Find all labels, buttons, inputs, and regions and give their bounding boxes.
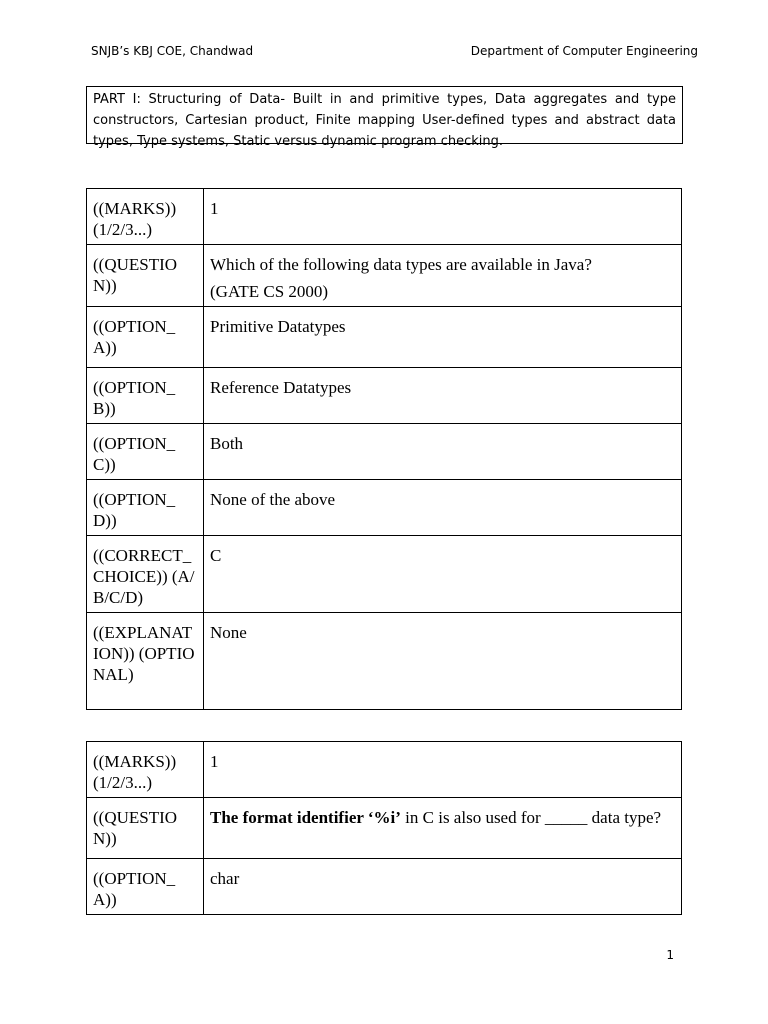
option-a-label: ((OPTION_A)) [87, 307, 204, 368]
table-row [87, 480, 682, 536]
question-text: Which of the following data types are available in Java? [210, 255, 592, 274]
option-c-label: ((OPTION_C)) [87, 424, 204, 480]
part-description [86, 86, 683, 149]
option-b-value: Reference Datatypes [204, 368, 682, 424]
table-row [87, 613, 682, 710]
option-d-value: None of the above [204, 480, 682, 536]
option-b-label: ((OPTION_B)) [87, 368, 204, 424]
part-prefix: PART I: [93, 92, 141, 107]
table-row [87, 859, 682, 915]
option-a-value: Primitive Datatypes [204, 307, 682, 368]
marks-value: 1 [204, 189, 682, 245]
table-row [87, 742, 682, 798]
explanation-value: None [204, 613, 682, 710]
question-label: ((QUESTION)) [87, 245, 204, 307]
question-label: ((QUESTION)) [87, 798, 204, 859]
table-row [87, 189, 682, 245]
option-d-label: ((OPTION_D)) [87, 480, 204, 536]
marks-label: ((MARKS)) (1/2/3...) [87, 189, 204, 245]
question-text: in C is also used for _____ data type? [400, 808, 662, 827]
table-row [87, 536, 682, 613]
option-a-label: ((OPTION_A)) [87, 859, 204, 915]
option-c-value: Both [204, 424, 682, 480]
question-source: (GATE CS 2000) [210, 282, 329, 301]
option-a-value: char [204, 859, 682, 915]
table-row [87, 798, 682, 859]
question-table-2 [86, 741, 682, 915]
table-row [87, 424, 682, 480]
page-number: 1 [666, 948, 674, 962]
table-row [87, 307, 682, 368]
correct-choice-value: C [204, 536, 682, 613]
correct-choice-label: ((CORRECT_CHOICE)) (A/B/C/D) [87, 536, 204, 613]
table-row [87, 368, 682, 424]
part-text: Structuring of Data- Built in and primitive types, Data aggregates and type constructors, Cartesian product, Finite mapping User-defined types and abstract data types, Type systems, Static versus dynamic program checking. [93, 92, 677, 149]
header-institution: SNJB’s KBJ COE, Chandwad [91, 44, 254, 58]
marks-label: ((MARKS)) (1/2/3...) [87, 742, 204, 798]
header-department: Department of Computer Engineering [470, 44, 698, 58]
marks-value: 1 [204, 742, 682, 798]
table-row [87, 245, 682, 307]
question-value [204, 798, 682, 859]
question-table-1 [86, 188, 682, 710]
explanation-label: ((EXPLANATION)) (OPTIONAL) [87, 613, 204, 710]
question-value [204, 245, 682, 307]
question-format-identifier: The format identifier ‘%i’ [210, 808, 401, 827]
